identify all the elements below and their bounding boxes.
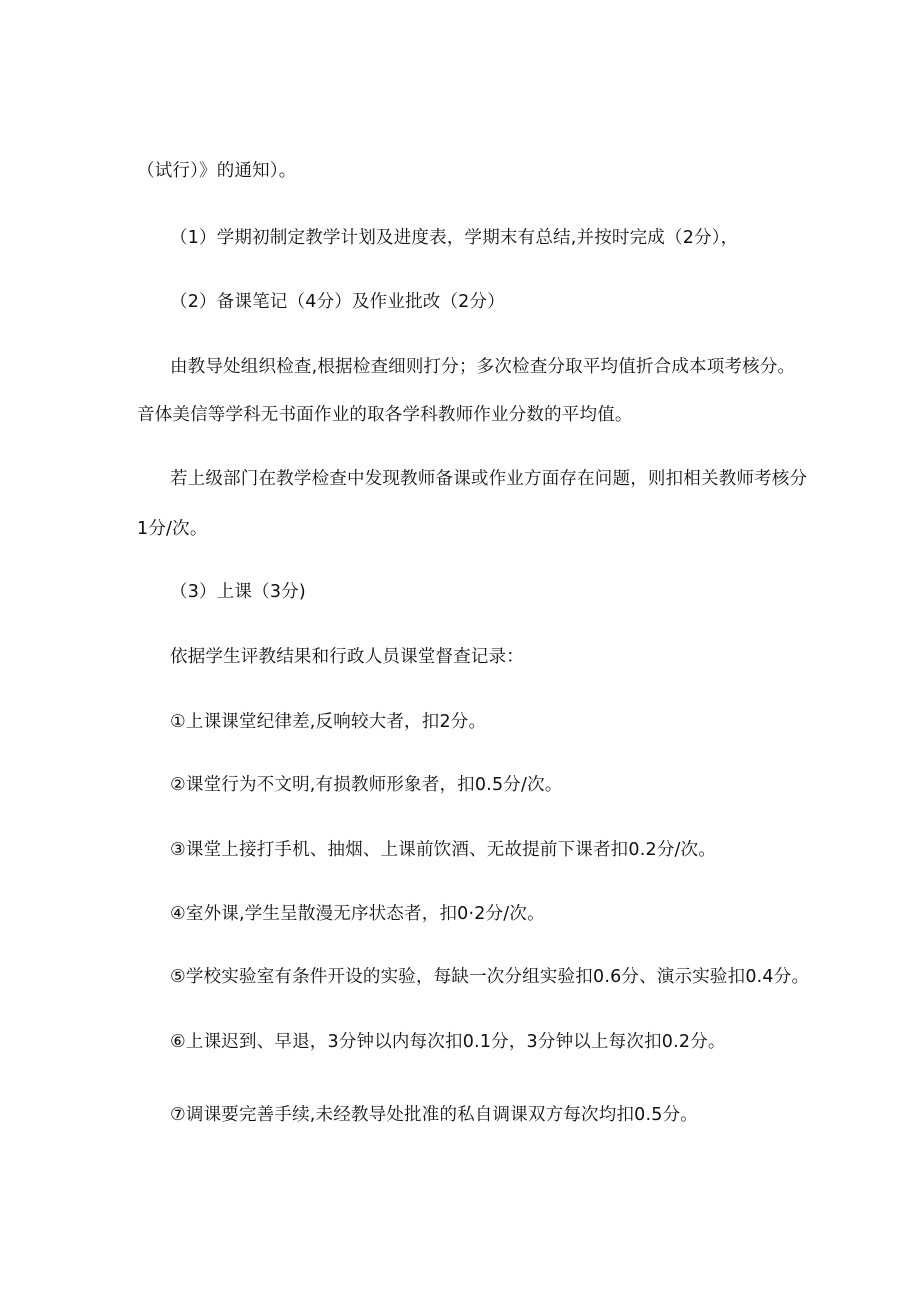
paragraph-evaluation-basis: 依据学生评教结果和行政人员课堂督查记录： bbox=[170, 647, 524, 667]
rule-4-outdoor-class: ④室外课,学生呈散漫无序状态者，扣0·2分/次。 bbox=[170, 904, 545, 924]
paragraph-superior-inspection-cont: 1分/次。 bbox=[137, 519, 208, 539]
rule-3-phone-smoking: ③课堂上接打手机、抽烟、上课前饮酒、无故提前下课者扣0.2分/次。 bbox=[170, 840, 717, 860]
rule-1-discipline: ①上课课堂纪律差,反响较大者，扣2分。 bbox=[170, 712, 487, 732]
item-2-lesson-notes: （2）备课笔记（4分）及作业批改（2分） bbox=[170, 292, 505, 312]
rule-5-experiments: ⑤学校实验室有条件开设的实验，每缺一次分组实验扣0.6分、演示实验扣0.4分。 bbox=[170, 967, 810, 987]
paragraph-superior-inspection: 若上级部门在教学检查中发现教师备课或作业方面存在问题，则扣相关教师考核分 bbox=[170, 469, 808, 489]
item-3-class: （3）上课（3分) bbox=[170, 582, 306, 602]
paragraph-no-homework-subjects: 音体美信等学科无书面作业的取各学科教师作业分数的平均值。 bbox=[137, 405, 633, 425]
item-1-teaching-plan: （1）学期初制定教学计划及进度表，学期末有总结,并按时完成（2分）， bbox=[170, 228, 739, 248]
notice-title-fragment: （试行）》的通知）。 bbox=[137, 161, 297, 181]
rule-7-class-swap: ⑦调课要完善手续,未经教导处批准的私自调课双方每次均扣0.5分。 bbox=[170, 1105, 698, 1125]
rule-6-lateness: ⑥上课迟到、早退，3分钟以内每次扣0.1分，3分钟以上每次扣0.2分。 bbox=[170, 1032, 726, 1052]
paragraph-inspection: 由教导处组织检查,根据检查细则打分；多次检查分取平均值折合成本项考核分。 bbox=[170, 357, 796, 377]
rule-2-behavior: ②课堂行为不文明,有损教师形象者，扣0.5分/次。 bbox=[170, 775, 563, 795]
